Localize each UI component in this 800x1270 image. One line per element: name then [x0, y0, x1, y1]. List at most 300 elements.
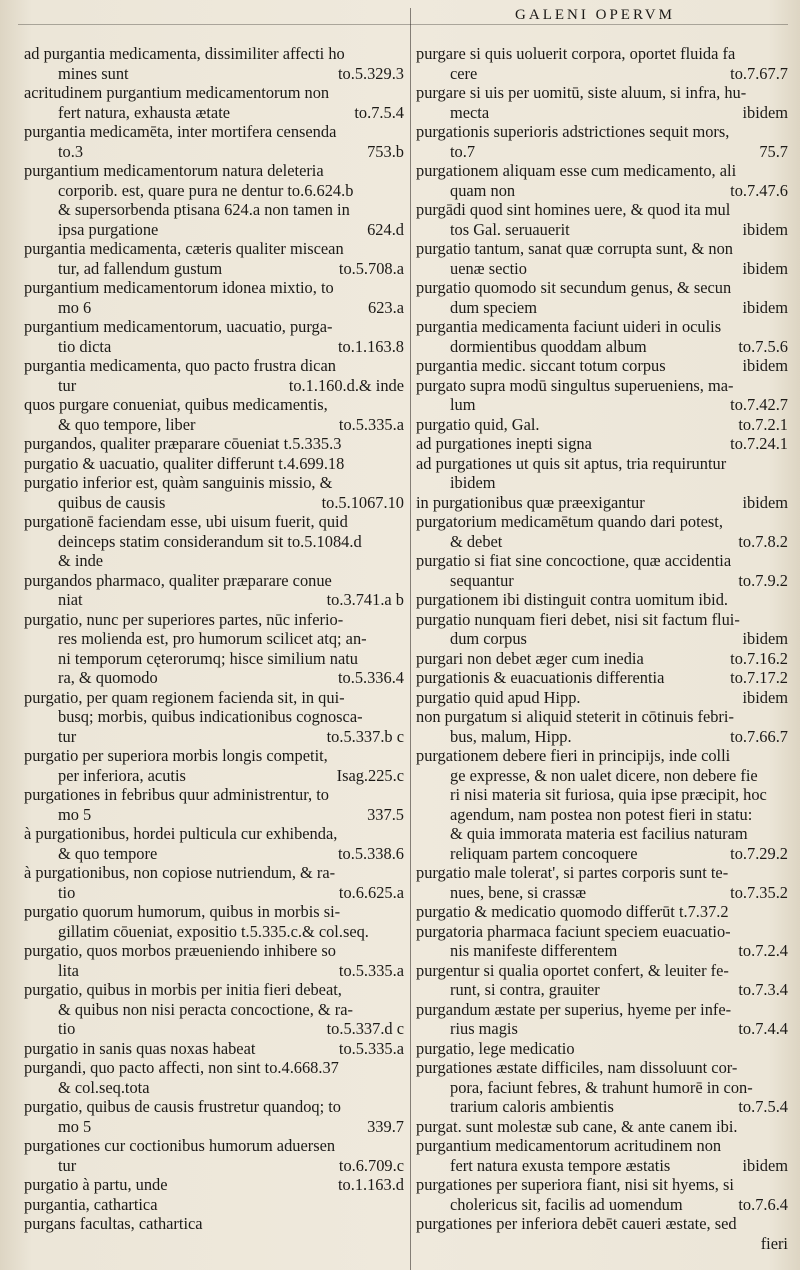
- index-entry: [416, 376, 788, 415]
- entry-line: [24, 1136, 404, 1156]
- entry-line: [24, 649, 404, 669]
- entry-text: purgationem debere fieri in principijs, inde colli: [416, 746, 731, 765]
- index-entry: [24, 239, 404, 278]
- entry-line: [24, 863, 404, 883]
- entry-line: [416, 122, 788, 142]
- index-entry: [416, 961, 788, 1000]
- entry-line: [416, 824, 788, 844]
- entry-line: [24, 1195, 404, 1215]
- entry-reference: ibidem: [742, 258, 788, 278]
- entry-line: [24, 376, 404, 396]
- entry-line: [24, 1175, 404, 1195]
- entry-line: [416, 883, 788, 903]
- entry-text: pora, faciunt febres, & trahunt humorē in con-: [450, 1077, 753, 1097]
- index-entry: [416, 1214, 788, 1253]
- entry-reference: to.7.2.4: [738, 941, 788, 960]
- entry-line: [24, 493, 404, 513]
- entry-line: [416, 454, 788, 474]
- entry-line: [416, 1019, 788, 1039]
- index-entry: [416, 668, 788, 688]
- entry-text: purgatio si fiat sine concoctione, quæ accidentia: [416, 551, 732, 570]
- entry-line: [416, 415, 788, 435]
- entry-reference: to.7.66.7: [730, 726, 788, 746]
- index-column-left: [24, 44, 404, 1234]
- index-entry: [416, 902, 788, 922]
- entry-text: purgatio, lege medicatio: [416, 1038, 575, 1058]
- entry-text: & supersorbenda ptisana 624.a non tamen in: [58, 200, 350, 219]
- entry-line: [24, 103, 404, 123]
- entry-text: purgationes per inferiora debēt caueri æstate, sed: [416, 1214, 737, 1233]
- index-entry: [24, 1097, 404, 1136]
- entry-line: [416, 1058, 788, 1078]
- entry-reference: to.7.17.2: [730, 668, 788, 687]
- entry-line: [24, 1117, 404, 1137]
- entry-line: [416, 785, 788, 805]
- entry-line: [24, 707, 404, 727]
- entry-line: [416, 668, 788, 688]
- entry-reference: to.7.5.4: [738, 1097, 788, 1116]
- entry-text: purgationis & euacuationis differentia: [416, 668, 665, 687]
- entry-text: niat: [58, 590, 83, 609]
- entry-text: purgatio nunquam fieri debet, nisi sit factum flui-: [416, 609, 740, 629]
- entry-text: purgare si uis per uomitū, siste aluum, si infra, hu-: [416, 83, 747, 102]
- entry-line: [24, 1156, 404, 1176]
- entry-text: purgatio per superiora morbis longis competit,: [24, 746, 328, 765]
- entry-text: runt, si contra, grauiter: [450, 980, 600, 999]
- entry-reference: to.7.24.1: [730, 434, 788, 453]
- entry-text: quibus de causis: [58, 492, 166, 512]
- entry-text: busq; morbis, quibus indicationibus cognosca-: [58, 707, 363, 726]
- entry-text: purgato supra modū singultus superueniens, ma-: [416, 375, 734, 395]
- entry-text: acritudinem purgantium medicamentorum non: [24, 83, 330, 102]
- entry-line: [416, 1078, 788, 1098]
- index-entry: [24, 1136, 404, 1175]
- entry-text: tur, ad fallendum gustum: [58, 258, 223, 278]
- index-entry: [416, 922, 788, 961]
- entry-reference: to.5.329.3: [337, 63, 404, 83]
- index-entry: [24, 824, 404, 863]
- entry-text: purgantia, cathartica: [24, 1194, 158, 1214]
- index-entry: [416, 161, 788, 200]
- entry-reference: Isag.225.c: [336, 765, 404, 785]
- entry-text: purgationem ibi distinguit contra uomitum ibid.: [416, 590, 729, 609]
- entry-text: cholericus sit, facilis ad uomendum: [450, 1194, 683, 1214]
- entry-text: purgatio, quibus de causis frustretur quandoq; to: [24, 1097, 341, 1116]
- entry-text: purgantium medicamentorum natura deleteria: [24, 161, 324, 180]
- entry-text: & col.seq.tota: [58, 1077, 150, 1097]
- index-entry: [24, 1175, 404, 1195]
- index-entry: [24, 161, 404, 239]
- entry-line: [24, 298, 404, 318]
- index-entry: [24, 473, 404, 512]
- entry-text: purgandum æstate per superius, hyeme per infe-: [416, 999, 732, 1019]
- entry-text: ge expresse, & non ualet dicere, non debere fie: [450, 765, 758, 785]
- entry-line: [24, 64, 404, 84]
- entry-reference: ibidem: [742, 1155, 788, 1175]
- entry-reference: 623.a: [368, 297, 404, 317]
- index-entry: [416, 649, 788, 669]
- entry-line: [416, 1175, 788, 1195]
- entry-line: [416, 64, 788, 84]
- entry-text: purgatio, quos morbos præueniendo inhibere so: [24, 941, 336, 960]
- entry-line: [24, 454, 404, 474]
- index-entry: [24, 1214, 404, 1234]
- entry-text: purgantium medicamentorum idonea mixtio, to: [24, 278, 334, 297]
- index-entry: [416, 1058, 788, 1117]
- index-entry: [24, 1195, 404, 1215]
- entry-reference: to.7.35.2: [730, 882, 788, 902]
- entry-reference: to.7.8.2: [738, 531, 788, 551]
- entry-line: [416, 610, 788, 630]
- entry-reference: 337.5: [367, 804, 404, 824]
- entry-reference: to.7.16.2: [730, 648, 788, 668]
- entry-line: [416, 83, 788, 103]
- entry-reference: fieri: [760, 1233, 788, 1253]
- entry-line: [416, 317, 788, 337]
- entry-line: [24, 1019, 404, 1039]
- entry-text: ad purgationes inepti signa: [416, 434, 592, 453]
- index-entry: [24, 785, 404, 824]
- index-entry: [416, 317, 788, 356]
- entry-line: [24, 551, 404, 571]
- entry-text: purgādi quod sint homines uere, & quod ita mul: [416, 200, 731, 219]
- index-entry: [416, 610, 788, 649]
- entry-reference: to.5.335.a: [338, 1038, 404, 1058]
- entry-reference: 75.7: [759, 141, 788, 161]
- entry-line: [416, 1039, 788, 1059]
- entry-text: tio: [58, 1019, 76, 1038]
- entry-text: purgantium medicamentorum, uacuatio, purga-: [24, 317, 333, 336]
- entry-line: [24, 941, 404, 961]
- entry-text: purgationem aliquam esse cum medicamento, ali: [416, 161, 737, 180]
- entry-reference: ibidem: [742, 219, 788, 239]
- index-entry: [24, 512, 404, 571]
- entry-line: [416, 961, 788, 981]
- entry-reference: ibidem: [742, 102, 788, 122]
- entry-reference: ibidem: [742, 297, 788, 317]
- entry-line: [416, 200, 788, 220]
- entry-text: purgatio, quibus in morbis per initia fieri debeat,: [24, 980, 342, 999]
- entry-text: purgationis superioris adstrictiones sequit mors,: [416, 122, 730, 141]
- entry-line: [24, 356, 404, 376]
- index-entry: [416, 1136, 788, 1175]
- entry-text: tos Gal. seruauerit: [450, 219, 570, 239]
- entry-text: quam non: [450, 180, 516, 200]
- entry-line: [24, 239, 404, 259]
- entry-text: purgantium medicamentorum acritudinem non: [416, 1136, 722, 1155]
- entry-reference: to.7.2.1: [738, 414, 788, 434]
- entry-line: [24, 415, 404, 435]
- entry-reference: 753.b: [367, 141, 404, 161]
- entry-text: uenæ sectio: [450, 258, 527, 278]
- entry-text: & debet: [450, 531, 503, 551]
- index-entry: [24, 434, 404, 454]
- entry-text: purgationes cur coctionibus humorum aduersen: [24, 1136, 336, 1155]
- entry-line: [24, 532, 404, 552]
- entry-line: [24, 83, 404, 103]
- entry-reference: 339.7: [367, 1116, 404, 1136]
- entry-reference: to.5.337.d c: [326, 1019, 404, 1038]
- index-entry: [24, 980, 404, 1039]
- index-entry: [24, 571, 404, 610]
- index-entry: [416, 746, 788, 863]
- entry-text: trarium caloris ambientis: [450, 1097, 614, 1116]
- entry-line: [24, 337, 404, 357]
- entry-text: purgare si quis uoluerit corpora, oportet fluida fa: [416, 44, 736, 63]
- entry-reference: to.1.163.8: [337, 336, 404, 356]
- entry-text: gillatim cōueniat, expositio t.5.335.c.& col.seq.: [58, 921, 369, 941]
- entry-reference: to.6.625.a: [338, 882, 404, 902]
- entry-line: [24, 259, 404, 279]
- entry-line: [24, 161, 404, 181]
- entry-text: res molienda est, pro humorum scilicet atq; an-: [58, 629, 367, 648]
- entry-line: [24, 1214, 404, 1234]
- index-entry: [416, 590, 788, 610]
- entry-line: [416, 1214, 788, 1234]
- entry-line: [24, 1097, 404, 1117]
- entry-text: ra, & quomodo: [58, 668, 158, 687]
- entry-text: tur: [58, 375, 77, 395]
- entry-text: purgatio, per quam regionem facienda sit, in qui-: [24, 687, 345, 707]
- entry-text: purgatio quomodo sit secundum genus, & secun: [416, 278, 732, 297]
- entry-text: purgantia medicamenta, cæteris qualiter miscean: [24, 239, 344, 258]
- entry-text: & quibus non nisi peracta concoctione, & ra-: [58, 999, 353, 1019]
- entry-line: [24, 610, 404, 630]
- entry-reference: to.7.29.2: [730, 843, 788, 863]
- entry-text: ri nisi materia sit furiosa, quia ipse præcipit, hoc: [450, 785, 767, 804]
- entry-line: [416, 512, 788, 532]
- entry-line: [416, 766, 788, 786]
- index-column-right: [416, 44, 788, 1253]
- entry-line: [24, 571, 404, 591]
- entry-line: [416, 629, 788, 649]
- entry-text: dum speciem: [450, 297, 537, 317]
- entry-text: non purgatum si aliquid steterit in cōtinuis febri-: [416, 707, 734, 726]
- entry-text: purgatio à partu, unde: [24, 1175, 168, 1194]
- index-entry: [24, 863, 404, 902]
- index-entry: [416, 239, 788, 278]
- entry-text: tur: [58, 1155, 77, 1175]
- entry-line: [24, 122, 404, 142]
- entry-reference: to.5.338.6: [337, 843, 404, 863]
- entry-text: & quo tempore, liber: [58, 414, 196, 434]
- entry-line: [416, 571, 788, 591]
- index-entry: [416, 415, 788, 435]
- entry-text: agendum, nam postea non potest fieri in statu:: [450, 804, 753, 824]
- index-entry: [416, 278, 788, 317]
- entry-reference: to.5.335.a: [338, 960, 404, 980]
- entry-line: [416, 1000, 788, 1020]
- entry-reference: ibidem: [742, 629, 788, 648]
- entry-text: purgatio in sanis quas noxas habeat: [24, 1038, 256, 1058]
- entry-text: tur: [58, 726, 77, 746]
- entry-text: cere: [450, 63, 478, 83]
- entry-line: [24, 1039, 404, 1059]
- entry-line: [416, 941, 788, 961]
- entry-text: & inde: [58, 551, 104, 570]
- entry-line: [24, 142, 404, 162]
- entry-line: [416, 1097, 788, 1117]
- entry-line: [416, 980, 788, 1000]
- entry-text: corporib. est, quare pura ne dentur to.6.624.b: [58, 180, 354, 200]
- entry-reference: ibidem: [742, 356, 788, 375]
- entry-line: [416, 649, 788, 669]
- index-entry: [24, 1058, 404, 1097]
- entry-line: [416, 278, 788, 298]
- entry-text: purgandi, quo pacto affecti, non sint to.4.668.37: [24, 1058, 339, 1077]
- entry-text: dum corpus: [450, 629, 527, 648]
- index-entry: [24, 317, 404, 356]
- index-entry: [416, 1175, 788, 1214]
- entry-line: [24, 512, 404, 532]
- entry-text: purgatio & medicatio quomodo differūt t.7.37.2: [416, 902, 729, 921]
- entry-text: purgans facultas, cathartica: [24, 1214, 203, 1233]
- index-entry: [24, 902, 404, 941]
- entry-text: mo 5: [58, 1116, 92, 1136]
- entry-line: [416, 376, 788, 396]
- entry-text: ad purgantia medicamenta, dissimiliter affecti ho: [24, 44, 345, 63]
- entry-text: purgatio & uacuatio, qualiter differunt t.4.699.18: [24, 453, 345, 473]
- entry-line: [416, 844, 788, 864]
- entry-text: tio dicta: [58, 336, 112, 356]
- entry-reference: to.7.9.2: [738, 570, 788, 590]
- entry-line: [24, 434, 404, 454]
- index-entry: [24, 688, 404, 747]
- entry-line: [24, 220, 404, 240]
- entry-reference: ibidem: [742, 492, 788, 512]
- entry-line: [416, 337, 788, 357]
- entry-text: bus, malum, Hipp.: [450, 726, 572, 746]
- entry-text: mo 5: [58, 804, 92, 824]
- entry-line: [416, 688, 788, 708]
- index-entry: [24, 278, 404, 317]
- entry-line: [416, 493, 788, 513]
- entry-reference: ibidem: [742, 687, 788, 707]
- entry-text: purgationes in febribus quur administrentur, to: [24, 785, 329, 804]
- entry-line: [416, 1234, 788, 1254]
- entry-line: [24, 44, 404, 64]
- entry-line: [24, 668, 404, 688]
- entry-text: ibidem: [450, 473, 496, 492]
- entry-line: [416, 356, 788, 376]
- entry-line: [24, 746, 404, 766]
- entry-text: & quo tempore: [58, 843, 158, 863]
- entry-reference: to.7.6.4: [738, 1194, 788, 1214]
- entry-line: [416, 298, 788, 318]
- index-entry: [416, 356, 788, 376]
- entry-text: & quia immorata materia est facilius naturam: [450, 824, 748, 843]
- entry-text: fert natura, exhausta ætate: [58, 102, 231, 122]
- index-entry: [416, 454, 788, 493]
- entry-line: [24, 844, 404, 864]
- entry-text: purgatorium medicamētum quando dari potest,: [416, 512, 723, 531]
- entry-line: [416, 805, 788, 825]
- entry-text: purgantia medicamenta faciunt uideri in oculis: [416, 317, 722, 336]
- entry-text: purgandos pharmaco, qualiter præparare conue: [24, 570, 332, 590]
- entry-text: nis manifeste differentem: [450, 941, 618, 960]
- entry-text: purgatio quid, Gal.: [416, 414, 540, 434]
- entry-text: à purgationibus, non copiose nutriendum, & ra-: [24, 863, 336, 882]
- entry-line: [416, 590, 788, 610]
- index-entry: [416, 122, 788, 161]
- index-entry: [416, 200, 788, 239]
- entry-line: [24, 766, 404, 786]
- entry-line: [416, 103, 788, 123]
- entry-line: [416, 161, 788, 181]
- entry-line: [24, 824, 404, 844]
- entry-line: [416, 44, 788, 64]
- entry-text: ad purgationes ut quis sit aptus, tria requiruntur: [416, 453, 727, 473]
- entry-line: [24, 883, 404, 903]
- entry-reference: to.5.1067.10: [321, 492, 404, 512]
- entry-line: [416, 1117, 788, 1137]
- running-header: GALENI OPERVM: [515, 7, 675, 23]
- index-entry: [416, 1117, 788, 1137]
- entry-reference: to.7.67.7: [730, 63, 788, 83]
- entry-line: [416, 239, 788, 259]
- entry-text: per inferiora, acutis: [58, 765, 186, 785]
- entry-text: purgatoria pharmaca faciunt speciem euacuatio-: [416, 921, 731, 941]
- index-entry: [24, 122, 404, 161]
- entry-text: purgantia medicamenta, quo pacto frustra dican: [24, 356, 336, 375]
- entry-text: purgentur si qualia oportet confert, & leuiter fe-: [416, 960, 729, 980]
- entry-reference: to.1.163.d: [337, 1175, 404, 1194]
- entry-line: [416, 395, 788, 415]
- index-entry: [416, 707, 788, 746]
- entry-reference: to.7.3.4: [738, 980, 788, 999]
- entry-line: [24, 317, 404, 337]
- entry-line: [24, 961, 404, 981]
- entry-line: [24, 1078, 404, 1098]
- entry-text: à purgationibus, hordei pulticula cur exhibenda,: [24, 824, 338, 843]
- entry-text: ipsa purgatione: [58, 219, 159, 239]
- index-entry: [416, 551, 788, 590]
- entry-line: [416, 181, 788, 201]
- entry-reference: to.5.336.4: [337, 668, 404, 687]
- entry-line: [24, 181, 404, 201]
- index-entry: [416, 688, 788, 708]
- entry-line: [24, 922, 404, 942]
- entry-text: purgantia medicamēta, inter mortifera censenda: [24, 122, 337, 141]
- index-entry: [24, 395, 404, 434]
- entry-text: mo 6: [58, 297, 92, 317]
- entry-reference: to.6.709.c: [338, 1155, 404, 1175]
- entry-text: mecta: [450, 102, 490, 122]
- index-entry: [24, 746, 404, 785]
- entry-text: to.3: [58, 141, 84, 161]
- index-entry: [24, 941, 404, 980]
- entry-line: [24, 278, 404, 298]
- index-entry: [416, 512, 788, 551]
- entry-text: reliquam partem concoquere: [450, 843, 638, 863]
- entry-line: [416, 863, 788, 883]
- index-entry: [24, 1039, 404, 1059]
- entry-text: purgatio quorum humorum, quibus in morbis si-: [24, 902, 341, 921]
- entry-text: deinceps statim considerandum sit to.5.1084.d: [58, 531, 362, 551]
- column-divider: [410, 8, 411, 1270]
- entry-text: in purgationibus quæ præexigantur: [416, 492, 645, 512]
- entry-line: [24, 902, 404, 922]
- entry-line: [416, 532, 788, 552]
- entry-line: [24, 1058, 404, 1078]
- entry-text: to.7: [450, 141, 476, 161]
- entry-line: [416, 1156, 788, 1176]
- entry-text: nues, bene, si crassæ: [450, 882, 587, 902]
- entry-reference: to.7.5.6: [738, 336, 788, 356]
- entry-text: fert natura exusta tempore æstatis: [450, 1155, 671, 1175]
- entry-reference: to.5.708.a: [338, 258, 404, 278]
- entry-line: [24, 980, 404, 1000]
